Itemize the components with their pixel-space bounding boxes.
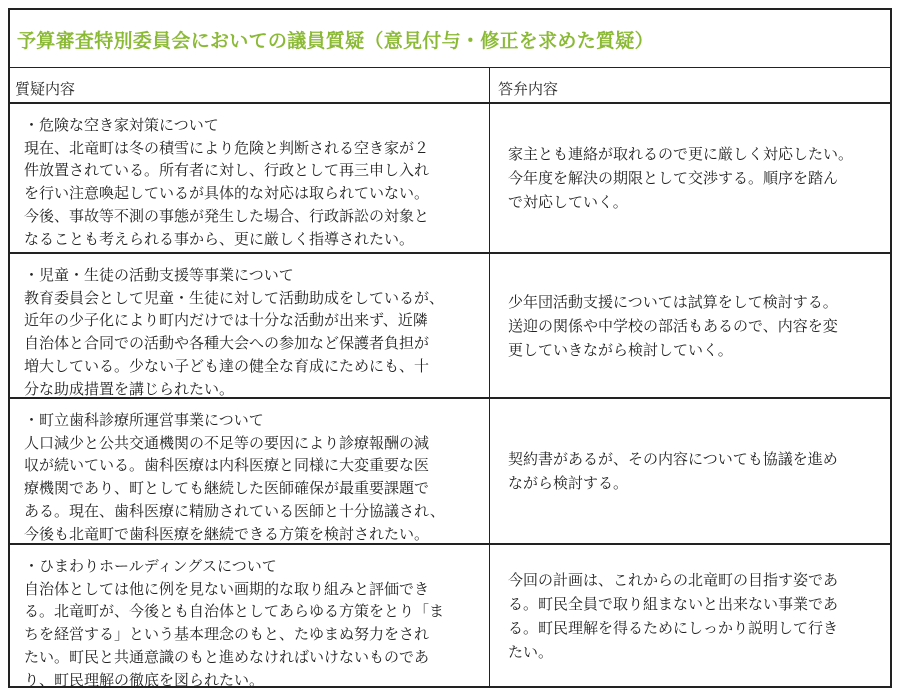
question-text-line: 収が続いている。歯科医療は内科医療と同様に大変重要な医 [24, 456, 430, 475]
question-heading: ・児童・生徒の活動支援等事業について [24, 266, 294, 284]
answer-text-line: 今回の計画は、これからの北竜町の目指す姿であ [508, 570, 839, 589]
answer-text-line: ながら検討する。 [508, 474, 629, 492]
answer-cell [490, 254, 890, 397]
question-text-line: る。北竜町が、今後とも自治体としてあらゆる方策をとり「ま [24, 602, 445, 621]
question-cell [10, 545, 490, 689]
question-text-line: 今後、事故等不測の事態が発生した場合、行政訴訟の対象と [24, 206, 430, 225]
answer-text-line: で対応していく。 [508, 193, 628, 211]
question-text-line: 現在、北竜町は冬の積雪により危険と判断される空き家が２ [24, 138, 430, 157]
answer-text-line: たい。 [508, 642, 554, 661]
table-row [10, 104, 890, 252]
answer-text-line: 更していきながら検討していく。 [508, 340, 733, 359]
question-text-line: 近年の少子化により町内だけでは十分な活動が出来ず、近隣 [24, 311, 428, 330]
table-row [10, 252, 890, 397]
answer-cell [490, 545, 890, 686]
question-text-line: り、町民理解の徹底を図られたい。 [24, 670, 265, 689]
answer-text-line: る。町民理解を得るためにしっかり説明して行き [508, 618, 839, 637]
answer-text-line: 送迎の関係や中学校の部活もあるので、内容を変 [508, 316, 838, 335]
question-text-line: 増大している。少ない子ども達の健全な育成にためにも、十 [24, 356, 430, 375]
question-text-line: 件放置されている。所有者に対し、行政として再三申し入れ [24, 161, 430, 180]
question-cell [10, 104, 490, 252]
answer-text-line: 契約書があるが、その内容についても協議を進め [508, 450, 838, 468]
question-heading: ・町立歯科診療所運営事業について [24, 411, 264, 429]
answer-cell [490, 399, 890, 543]
column-header-answer: 答弁内容 [490, 68, 890, 104]
question-cell [10, 254, 490, 397]
question-text-line: 人口減少と公共交通機関の不足等の要因により診療報酬の減 [24, 433, 430, 452]
question-heading: ・ひまわりホールディングスについて [24, 557, 277, 575]
column-header-question: 質疑内容 [10, 68, 490, 104]
question-text-line: を行い注意喚起しているが具体的な対応は取られていない。 [24, 184, 430, 203]
question-text-line: ちを経営する」という基本理念のもと、たゆまぬ努力をされ [24, 625, 430, 644]
answer-text-line: 家主とも連絡が取れるので更に厳しく対応したい。 [508, 145, 854, 163]
question-text-line: 分な助成措置を講じられたい。 [24, 379, 235, 398]
committee-questions-table [8, 8, 892, 688]
question-text-line: 自治体としては他に例を見ない画期的な取り組みと評価でき [24, 579, 430, 598]
answer-text-line: 少年団活動支援については試算をして検討する。 [508, 292, 838, 311]
question-text-line: 療機関であり、町としても継続した医師確保が最重要課題で [24, 479, 430, 498]
question-text-line: 自治体と合同での活動や各種大会への参加など保護者負担が [24, 334, 430, 353]
question-text-line: ある。現在、歯科医療に精励されている医師と十分協議され、 [24, 501, 445, 520]
table-title: 予算審査特別委員会においての議員質疑（意見付与・修正を求めた質疑） [10, 10, 890, 68]
table-row [10, 543, 890, 689]
question-text-line: なることも考えられる事から、更に厳しく指導されたい。 [24, 229, 415, 248]
answer-text-line: る。町民全員で取り組まないと出来ない事業であ [508, 594, 839, 613]
question-text-line: たい。町民と共通意識のもと進めなければいけないものであ [24, 647, 430, 666]
answer-text-line: 今年度を解決の期限として交渉する。順序を踏ん [508, 169, 839, 187]
answer-cell [490, 104, 890, 252]
question-cell [10, 399, 490, 543]
table-row [10, 397, 890, 543]
question-text-line: 今後も北竜町で歯科医療を継続できる方策を検討されたい。 [24, 524, 430, 543]
question-text-line: 教育委員会として児童・生徒に対して活動助成をしているが、 [24, 288, 445, 307]
question-heading: ・危険な空き家対策について [24, 116, 219, 134]
